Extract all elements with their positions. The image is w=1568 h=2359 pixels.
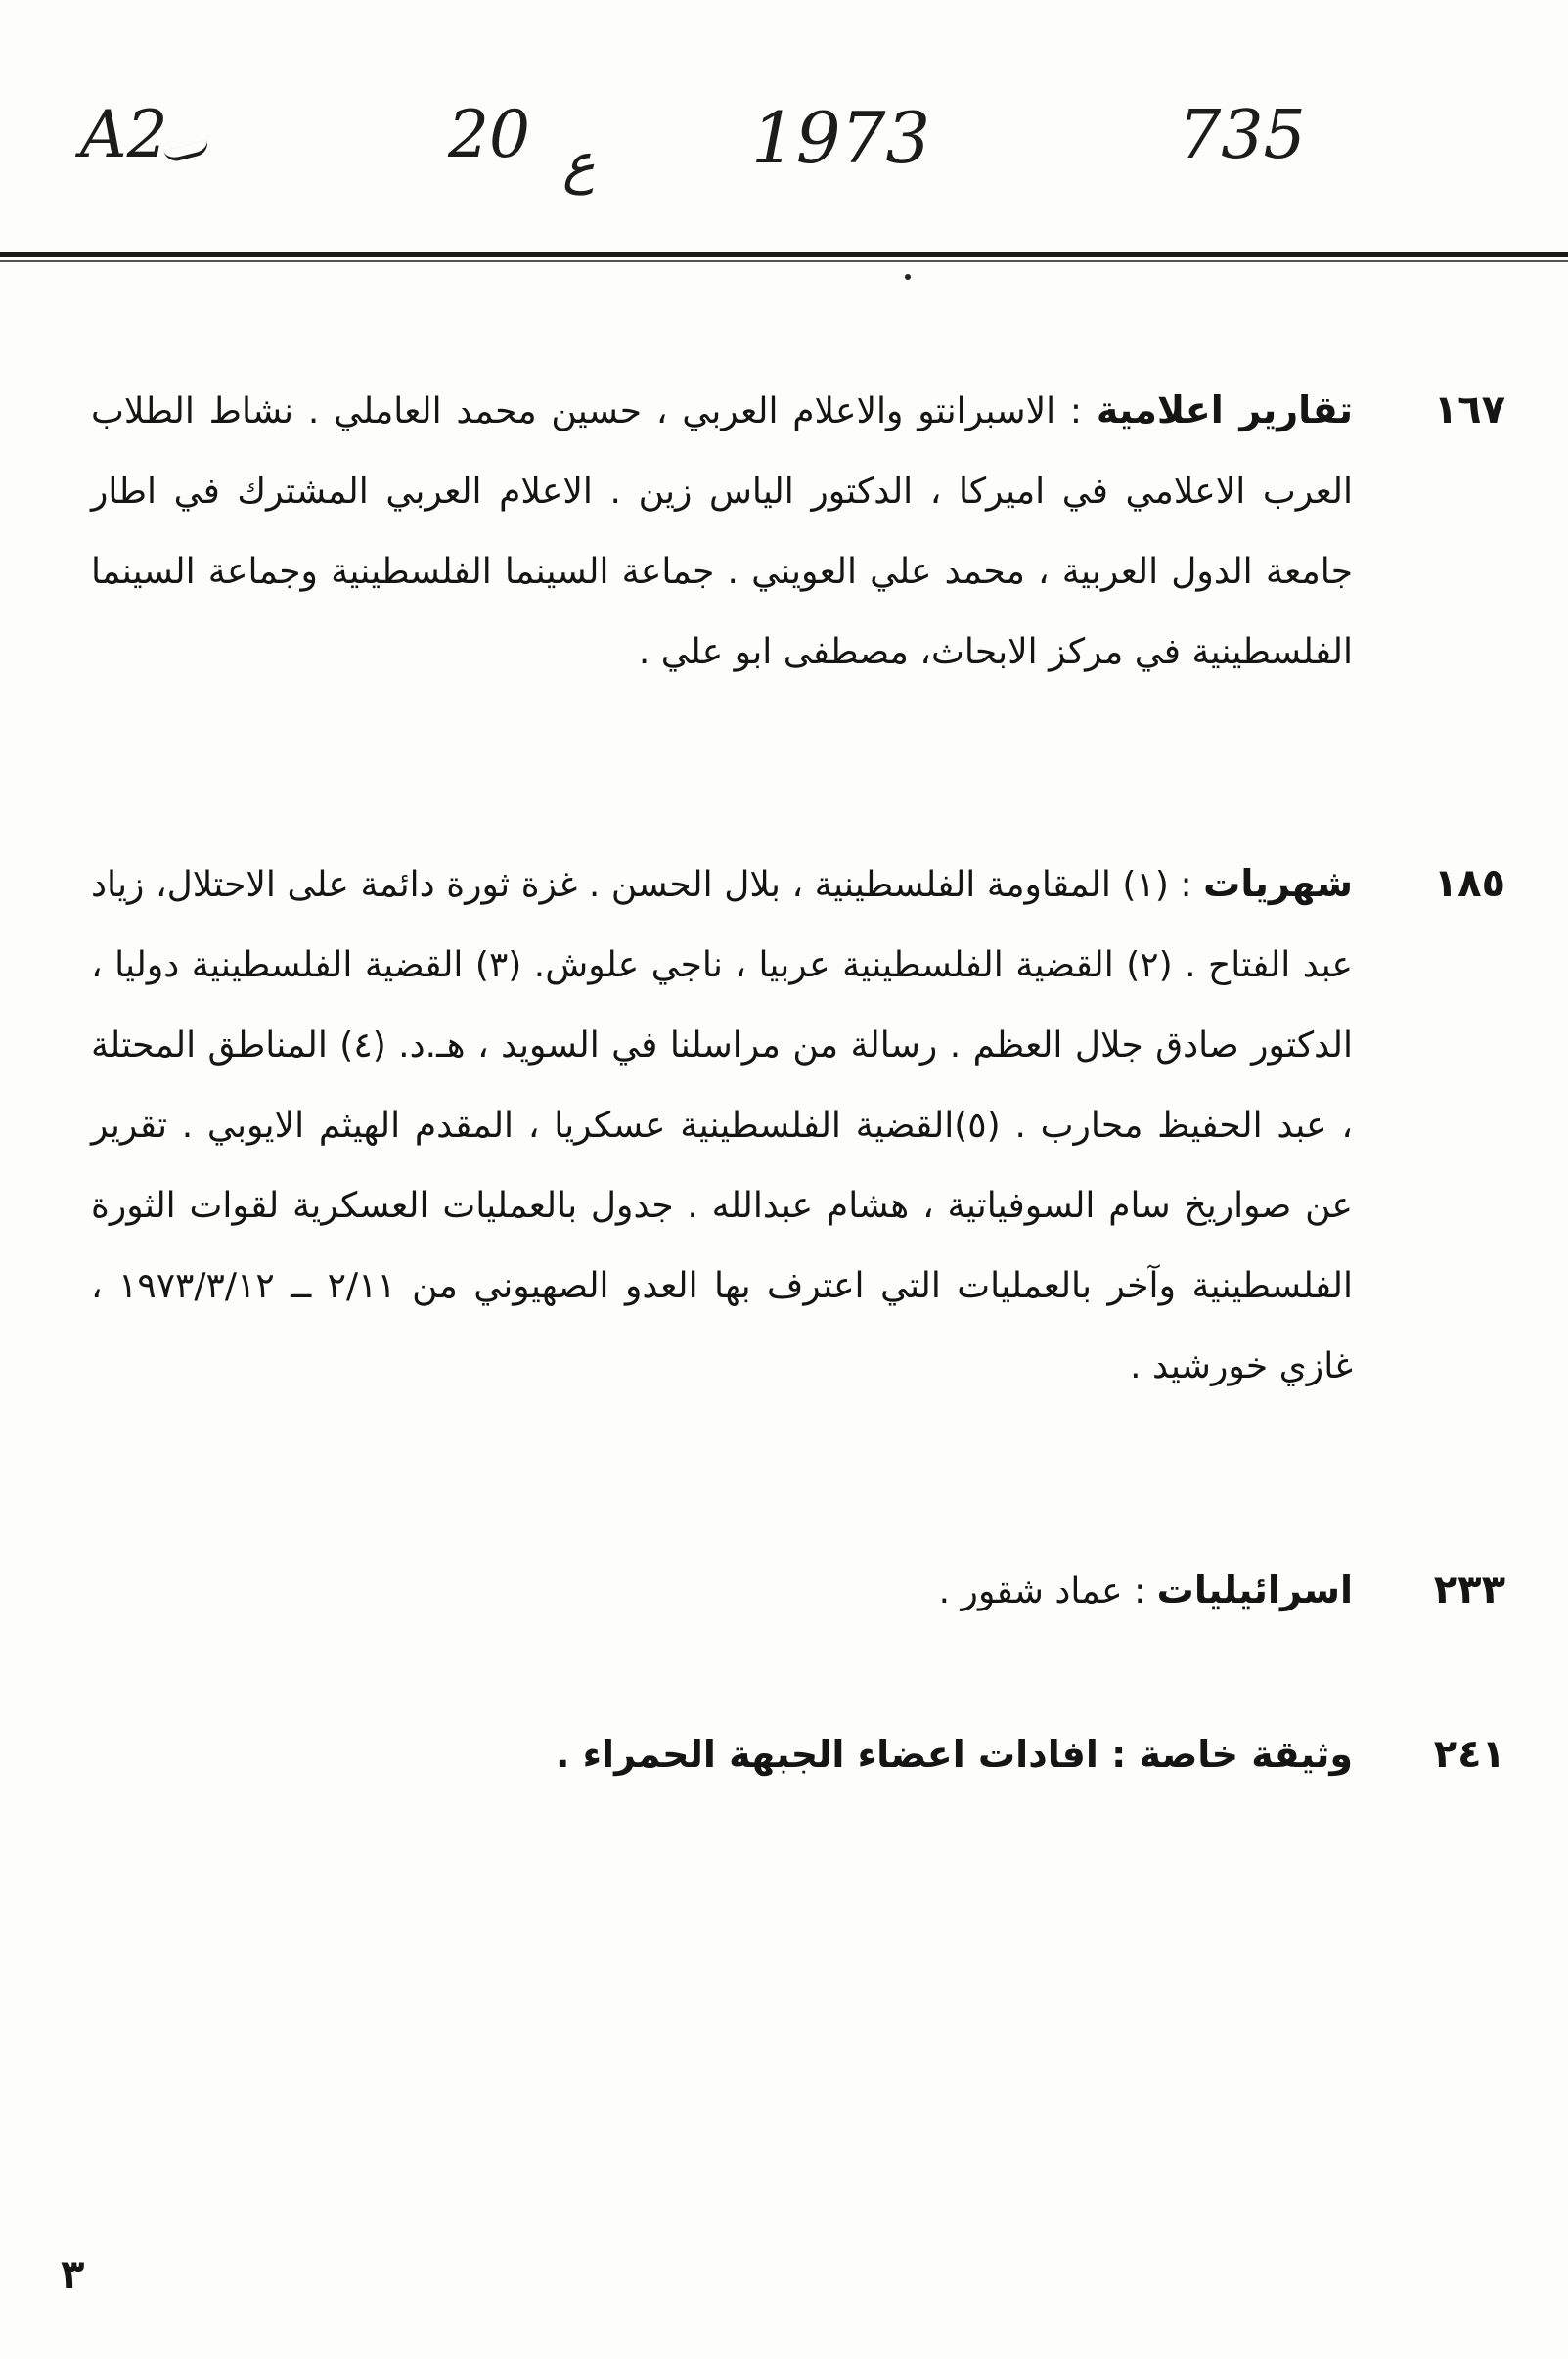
entry-page-number: ٢٤١ bbox=[1433, 1732, 1505, 1777]
entry-separator: : bbox=[1168, 865, 1204, 905]
handwritten-year: 1973 bbox=[751, 97, 931, 179]
entry-text bbox=[91, 370, 1353, 693]
entry-title: اسرائيليات bbox=[1156, 1568, 1353, 1611]
handwritten-issue-letter: ع bbox=[562, 132, 596, 196]
header-rule bbox=[0, 252, 1568, 257]
entry-title: تقارير اعلامية bbox=[1096, 388, 1353, 431]
page-number: ٣ bbox=[61, 2252, 85, 2297]
entry-separator: : bbox=[1055, 391, 1097, 431]
handwritten-issue: 20 bbox=[448, 97, 530, 172]
entry-body: الاسبرانتو والاعلام العربي ، حسين محمد العاملي . نشاط الطلاب العرب الاعلامي في اميركا ، الدكتور الياس زين . الاعلام العربي المشترك في اطار جامعة الدول العربية ، محمد علي العويني . جماعة السينما الفلسطينية وجماعة السينما الفلسطينية في مركز الابحاث، مصطفى ابو علي . bbox=[91, 391, 1353, 672]
entry-title: وثيقة خاصة bbox=[1139, 1733, 1353, 1776]
entry-page-number: ٢٣٣ bbox=[1433, 1567, 1505, 1612]
header-rule-thin bbox=[0, 260, 1568, 262]
entry-page-number: ١٨٥ bbox=[1433, 861, 1505, 906]
ink-dot bbox=[905, 274, 911, 280]
entry-separator: : bbox=[1098, 1733, 1140, 1776]
entry-body: افادات اعضاء الجبهة الحمراء . bbox=[555, 1733, 1098, 1776]
entry-text bbox=[91, 1714, 1353, 1794]
entry-body: (١) المقاومة الفلسطينية ، بلال الحسن . غزة ثورة دائمة على الاحتلال، زياد عبد الفتاح . (٢) القضية الفلسطينية عربيا ، ناجي علوش. (٣) القضية الفلسطينية دوليا ، الدكتور صادق جلال العظم . رسالة من مراسلنا في السويد ، هـ.د. (٤) المناطق المحتلة ، عبد الحفيظ محارب . (٥)القضية الفلسطينية عسكريا ، المقدم الهيثم الايوبي . تقرير عن صواريخ سام السوفياتية ، هشام عبدالله . جدول بالعمليات العسكرية لقوات الثورة الفلسطينية وآخر بالعمليات التي اعترف بها العدو الصهيوني من ٢/١١ ــ ١٩٧٣/٣/١٢ ، غازي خورشيد . bbox=[91, 865, 1354, 1386]
entry-separator: : bbox=[1122, 1571, 1157, 1611]
entry-body: عماد شقور . bbox=[938, 1571, 1123, 1611]
handwritten-ref: 735 bbox=[1179, 97, 1306, 174]
entry-text bbox=[91, 1550, 1353, 1632]
entry-text bbox=[91, 843, 1353, 1407]
handwritten-stroke bbox=[163, 140, 210, 164]
entry-title: شهريات bbox=[1203, 862, 1353, 905]
entry-page-number: ١٦٧ bbox=[1433, 387, 1505, 432]
handwritten-code: A2 bbox=[80, 97, 168, 172]
